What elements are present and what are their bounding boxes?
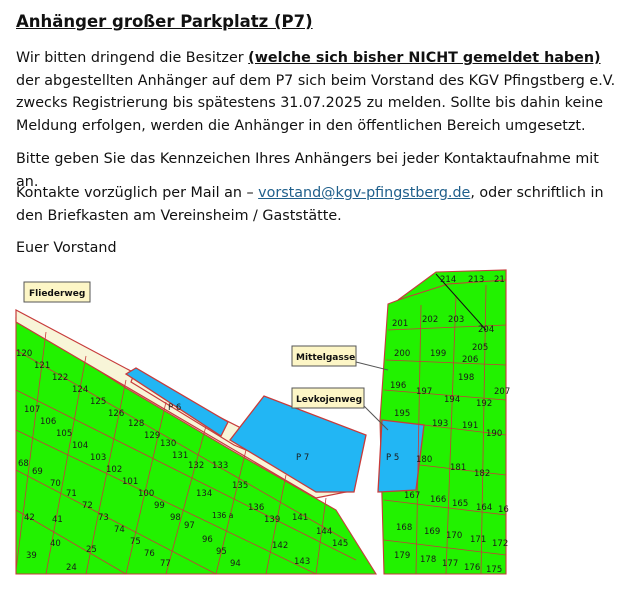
plot-label-74: 74 bbox=[114, 525, 125, 535]
mittelgasse-tag bbox=[292, 346, 356, 366]
plot-label-105: 105 bbox=[56, 429, 73, 439]
plot-label-193: 193 bbox=[432, 419, 449, 429]
plot-label-128: 128 bbox=[128, 419, 145, 429]
plot-label-182: 182 bbox=[474, 469, 491, 479]
plot-label-164: 164 bbox=[476, 503, 493, 513]
plot-label-171: 171 bbox=[470, 535, 487, 545]
plot-label-16: 16 bbox=[498, 505, 509, 515]
plot-label-133: 133 bbox=[212, 461, 229, 471]
plot-label-192: 192 bbox=[476, 399, 493, 409]
plot-label-68: 68 bbox=[18, 459, 29, 469]
page-title: Anhänger großer Parkplatz (P7) bbox=[16, 12, 313, 31]
plot-label-41: 41 bbox=[52, 515, 63, 525]
p5-label: P 5 bbox=[386, 453, 400, 463]
plot-label-181: 181 bbox=[450, 463, 467, 473]
plot-label-177: 177 bbox=[442, 559, 459, 569]
signature: Euer Vorstand bbox=[16, 240, 117, 256]
plot-label-106: 106 bbox=[40, 417, 57, 427]
plot-label-40: 40 bbox=[50, 539, 61, 549]
para1-text-end: der abgestellten Anhänger auf dem P7 sich beim Vorstand des KGV Pfingstberg e.V. zwecks Registrierung bis spätestens 31.07.2025 zu melden. Sollte bis dahin keine Meldung erfolgen, werden die Anhänger in den öffentlichen Bereich umgesetzt. bbox=[16, 72, 616, 134]
plot-label-95: 95 bbox=[216, 547, 227, 557]
plot-label-75: 75 bbox=[130, 537, 141, 547]
para1-text-start: Wir bitten dringend die Besitzer bbox=[16, 50, 249, 66]
plot-label-203: 203 bbox=[448, 315, 465, 325]
plot-label-135: 135 bbox=[232, 481, 249, 491]
plot-label-125: 125 bbox=[90, 397, 107, 407]
plot-label-104: 104 bbox=[72, 441, 89, 451]
plot-label-136a: 136 a bbox=[212, 511, 234, 520]
plot-label-205: 205 bbox=[472, 343, 489, 353]
plot-label-167: 167 bbox=[404, 491, 421, 501]
fliederweg-label: Fliederweg bbox=[29, 289, 86, 299]
plot-label-98: 98 bbox=[170, 513, 181, 523]
plot-label-190: 190 bbox=[486, 429, 503, 439]
plot-label-97: 97 bbox=[184, 521, 195, 531]
plot-label-198: 198 bbox=[458, 373, 475, 383]
levkojenweg-tag bbox=[292, 388, 364, 408]
plot-label-136: 136 bbox=[248, 503, 265, 513]
plot-label-21: 21 bbox=[494, 275, 505, 285]
plot-label-213: 213 bbox=[468, 275, 485, 285]
plot-label-197: 197 bbox=[416, 387, 433, 397]
plot-label-71: 71 bbox=[66, 489, 77, 499]
plot-label-141: 141 bbox=[292, 513, 309, 523]
p6-label: P 6 bbox=[168, 403, 182, 413]
plot-label-120: 120 bbox=[16, 349, 33, 359]
plot-label-166: 166 bbox=[430, 495, 447, 505]
plot-label-195: 195 bbox=[394, 409, 411, 419]
plot-label-124: 124 bbox=[72, 385, 89, 395]
plot-label-39: 39 bbox=[26, 551, 37, 561]
levkojenweg-label: Levkojenweg bbox=[296, 395, 363, 405]
plot-label-204: 204 bbox=[478, 325, 495, 335]
plot-label-178: 178 bbox=[420, 555, 437, 565]
plot-label-168: 168 bbox=[396, 523, 413, 533]
plot-label-130: 130 bbox=[160, 439, 177, 449]
plot-label-70: 70 bbox=[50, 479, 61, 489]
mittelgasse-label: Mittelgasse bbox=[296, 353, 356, 363]
plot-label-94: 94 bbox=[230, 559, 241, 569]
plot-label-143: 143 bbox=[294, 557, 311, 567]
site-map-svg bbox=[16, 270, 511, 575]
plot-label-42: 42 bbox=[24, 513, 35, 523]
plot-label-201: 201 bbox=[392, 319, 409, 329]
plot-label-25: 25 bbox=[86, 545, 97, 555]
emphasis-not-registered: (welche sich bisher NICHT gemeldet haben) bbox=[248, 50, 601, 66]
plot-label-73: 73 bbox=[98, 513, 109, 523]
plot-label-144: 144 bbox=[316, 527, 333, 537]
plot-label-96: 96 bbox=[202, 535, 213, 545]
plot-label-126: 126 bbox=[108, 409, 125, 419]
plot-label-165: 165 bbox=[452, 499, 469, 509]
plot-label-69: 69 bbox=[32, 467, 43, 477]
plot-label-103: 103 bbox=[90, 453, 107, 463]
plot-label-101: 101 bbox=[122, 477, 139, 487]
plot-label-142: 142 bbox=[272, 541, 289, 551]
plot-label-196: 196 bbox=[390, 381, 407, 391]
plot-label-72: 72 bbox=[82, 501, 93, 511]
license-plate-paragraph: Bitte geben Sie das Kennzeichen Ihres Anhängers bei jeder Kontaktaufnahme mit an. bbox=[16, 151, 599, 190]
plot-label-77: 77 bbox=[160, 559, 171, 569]
contact-paragraph bbox=[16, 182, 621, 227]
plot-label-179: 179 bbox=[394, 551, 411, 561]
plot-label-24: 24 bbox=[66, 563, 77, 573]
email-link[interactable]: vorstand@kgv-pfingstberg.de bbox=[258, 185, 471, 201]
plot-label-121: 121 bbox=[34, 361, 51, 371]
site-map bbox=[16, 270, 511, 575]
plot-label-214: 214 bbox=[440, 275, 457, 285]
plot-label-180: 180 bbox=[416, 455, 433, 465]
plot-label-107: 107 bbox=[24, 405, 41, 415]
plot-label-207: 207 bbox=[494, 387, 511, 397]
plot-label-102: 102 bbox=[106, 465, 123, 475]
p7-label: P 7 bbox=[296, 453, 310, 463]
contact-text-start: Kontakte vorzüglich per Mail an – bbox=[16, 185, 259, 201]
plot-label-99: 99 bbox=[154, 501, 165, 511]
plot-label-139: 139 bbox=[264, 515, 281, 525]
plot-label-172: 172 bbox=[492, 539, 509, 549]
plot-label-199: 199 bbox=[430, 349, 447, 359]
plot-label-202: 202 bbox=[422, 315, 439, 325]
fliederweg-tag bbox=[24, 282, 90, 302]
plot-label-129: 129 bbox=[144, 431, 161, 441]
plot-label-169: 169 bbox=[424, 527, 441, 537]
plot-label-132: 132 bbox=[188, 461, 205, 471]
plot-label-175: 175 bbox=[486, 565, 503, 575]
plot-label-191: 191 bbox=[462, 421, 479, 431]
plot-label-206: 206 bbox=[462, 355, 479, 365]
plot-label-134: 134 bbox=[196, 489, 213, 499]
plot-label-122: 122 bbox=[52, 373, 69, 383]
plot-label-76: 76 bbox=[144, 549, 155, 559]
plot-label-200: 200 bbox=[394, 349, 411, 359]
plot-label-194: 194 bbox=[444, 395, 461, 405]
plot-label-131: 131 bbox=[172, 451, 189, 461]
announcement-paragraph bbox=[16, 47, 621, 137]
plot-label-176: 176 bbox=[464, 563, 481, 573]
plot-label-145: 145 bbox=[332, 539, 349, 549]
plot-label-170: 170 bbox=[446, 531, 463, 541]
plot-label-100: 100 bbox=[138, 489, 155, 499]
contact-text-end: , oder schriftlich in den Briefkasten am Vereinsheim / Gaststätte. bbox=[16, 185, 604, 224]
